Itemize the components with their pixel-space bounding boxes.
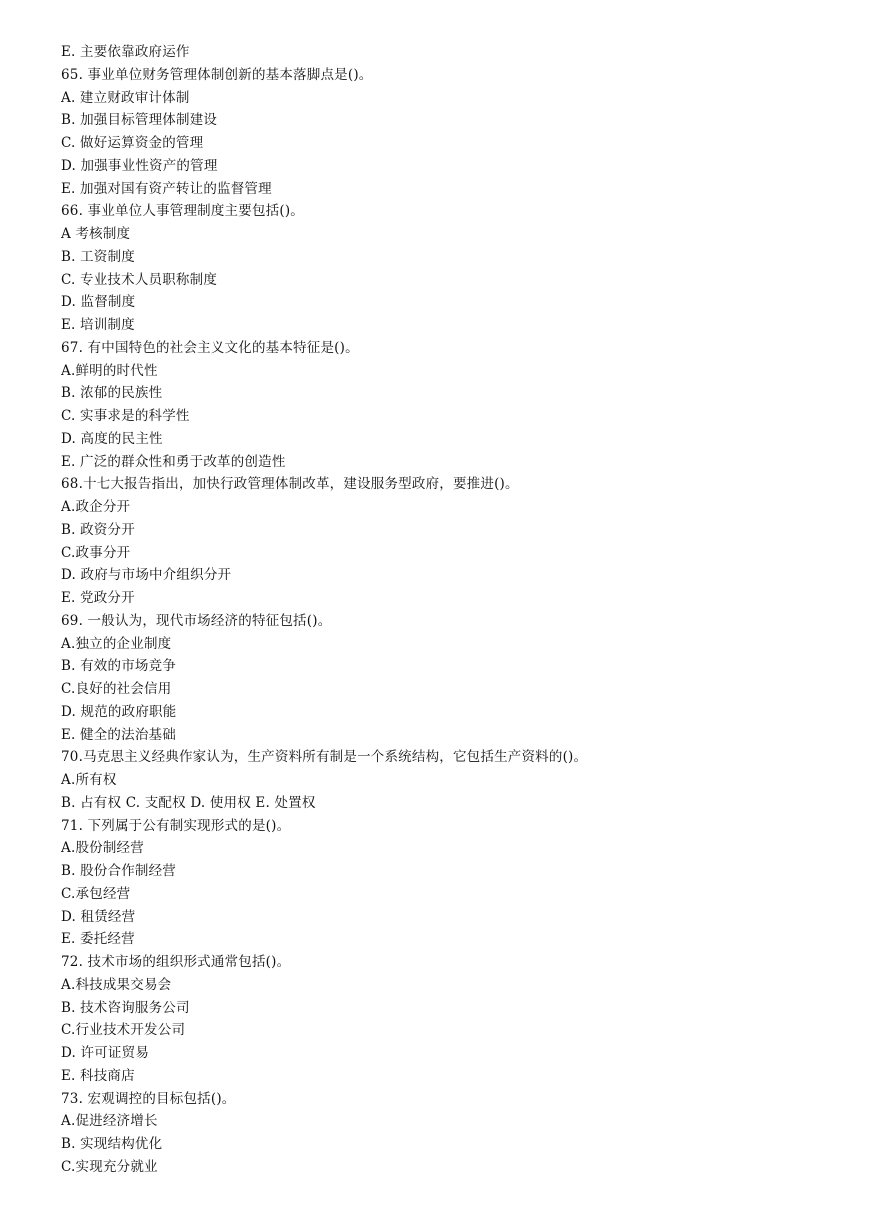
question-line: 69. 一般认为，现代市场经济的特征包括()。 xyxy=(61,612,332,629)
option-line: E. 培训制度 xyxy=(61,317,135,333)
option-line: D. 监督制度 xyxy=(61,294,136,311)
option-line: A.独立的企业制度 xyxy=(61,635,172,652)
option-line: D. 加强事业性资产的管理 xyxy=(61,157,218,174)
option-line: A.股份制经营 xyxy=(61,840,144,857)
option-line: E. 健全的法治基础 xyxy=(61,726,176,743)
option-line: D. 规范的政府职能 xyxy=(61,703,177,720)
option-line: D. 许可证贸易 xyxy=(61,1045,150,1061)
option-line: C. 做好运算资金的管理 xyxy=(61,135,204,151)
option-line: B. 实现结构优化 xyxy=(61,1136,163,1152)
option-line: B. 加强目标管理体制建设 xyxy=(61,112,218,129)
option-line: A.所有权 xyxy=(61,772,117,788)
option-line: B. 工资制度 xyxy=(61,248,135,265)
option-line: B. 有效的市场竞争 xyxy=(61,658,177,675)
question-line: 72. 技术市场的组织形式通常包括()。 xyxy=(61,954,291,970)
question-line: 70.马克思主义经典作家认为，生产资料所有制是一个系统结构，它包括生产资料的()。 xyxy=(61,749,588,766)
option-line: C.政事分开 xyxy=(61,544,131,561)
option-line: E. 加强对国有资产转让的监督管理 xyxy=(61,180,272,197)
option-line: B. 政资分开 xyxy=(61,521,135,538)
option-line: A. 建立财政审计体制 xyxy=(61,89,190,106)
question-line: 67. 有中国特色的社会主义文化的基本特征是()。 xyxy=(61,339,359,356)
option-line: A.促进经济增长 xyxy=(61,1113,158,1130)
option-line: E. 科技商店 xyxy=(61,1067,135,1084)
option-line: D. 高度的民主性 xyxy=(61,430,163,447)
option-line: E. 党政分开 xyxy=(61,590,135,606)
option-line: E. 广泛的群众性和勇于改革的创造性 xyxy=(61,453,286,470)
option-line: B. 股份合作制经营 xyxy=(61,863,177,879)
question-line: 65. 事业单位财务管理体制创新的基本落脚点是()。 xyxy=(61,66,373,83)
option-line: E. 委托经营 xyxy=(61,931,135,948)
question-line: 66. 事业单位人事管理制度主要包括()。 xyxy=(61,203,304,220)
option-line: C.承包经营 xyxy=(61,885,131,902)
option-line: A.科技成果交易会 xyxy=(61,976,172,993)
option-line: A.政企分开 xyxy=(61,499,131,515)
option-line: C.实现充分就业 xyxy=(61,1158,158,1175)
option-line: C.良好的社会信用 xyxy=(61,681,172,697)
option-line: B. 浓郁的民族性 xyxy=(61,385,163,402)
option-line: C. 专业技术人员职称制度 xyxy=(61,271,218,288)
option-line: B. 技术咨询服务公司 xyxy=(61,999,190,1016)
option-line: A.鲜明的时代性 xyxy=(61,362,158,379)
option-line: D. 政府与市场中介组织分开 xyxy=(61,567,232,584)
document-page xyxy=(61,41,841,1179)
option-line: A 考核制度 xyxy=(61,226,131,242)
question-line: 73. 宏观调控的目标包括()。 xyxy=(61,1090,236,1107)
option-line: B. 占有权 C. 支配权 D. 使用权 E. 处置权 xyxy=(61,794,316,811)
text-line: E. 主要依靠政府运作 xyxy=(61,44,190,60)
question-line: 68.十七大报告指出，加快行政管理体制改革，建设服务型政府，要推进()。 xyxy=(61,476,519,493)
option-line: C. 实事求是的科学性 xyxy=(61,408,190,424)
question-line: 71. 下列属于公有制实现形式的是()。 xyxy=(61,817,291,834)
option-line: D. 租赁经营 xyxy=(61,908,136,925)
option-line: C.行业技术开发公司 xyxy=(61,1022,186,1039)
